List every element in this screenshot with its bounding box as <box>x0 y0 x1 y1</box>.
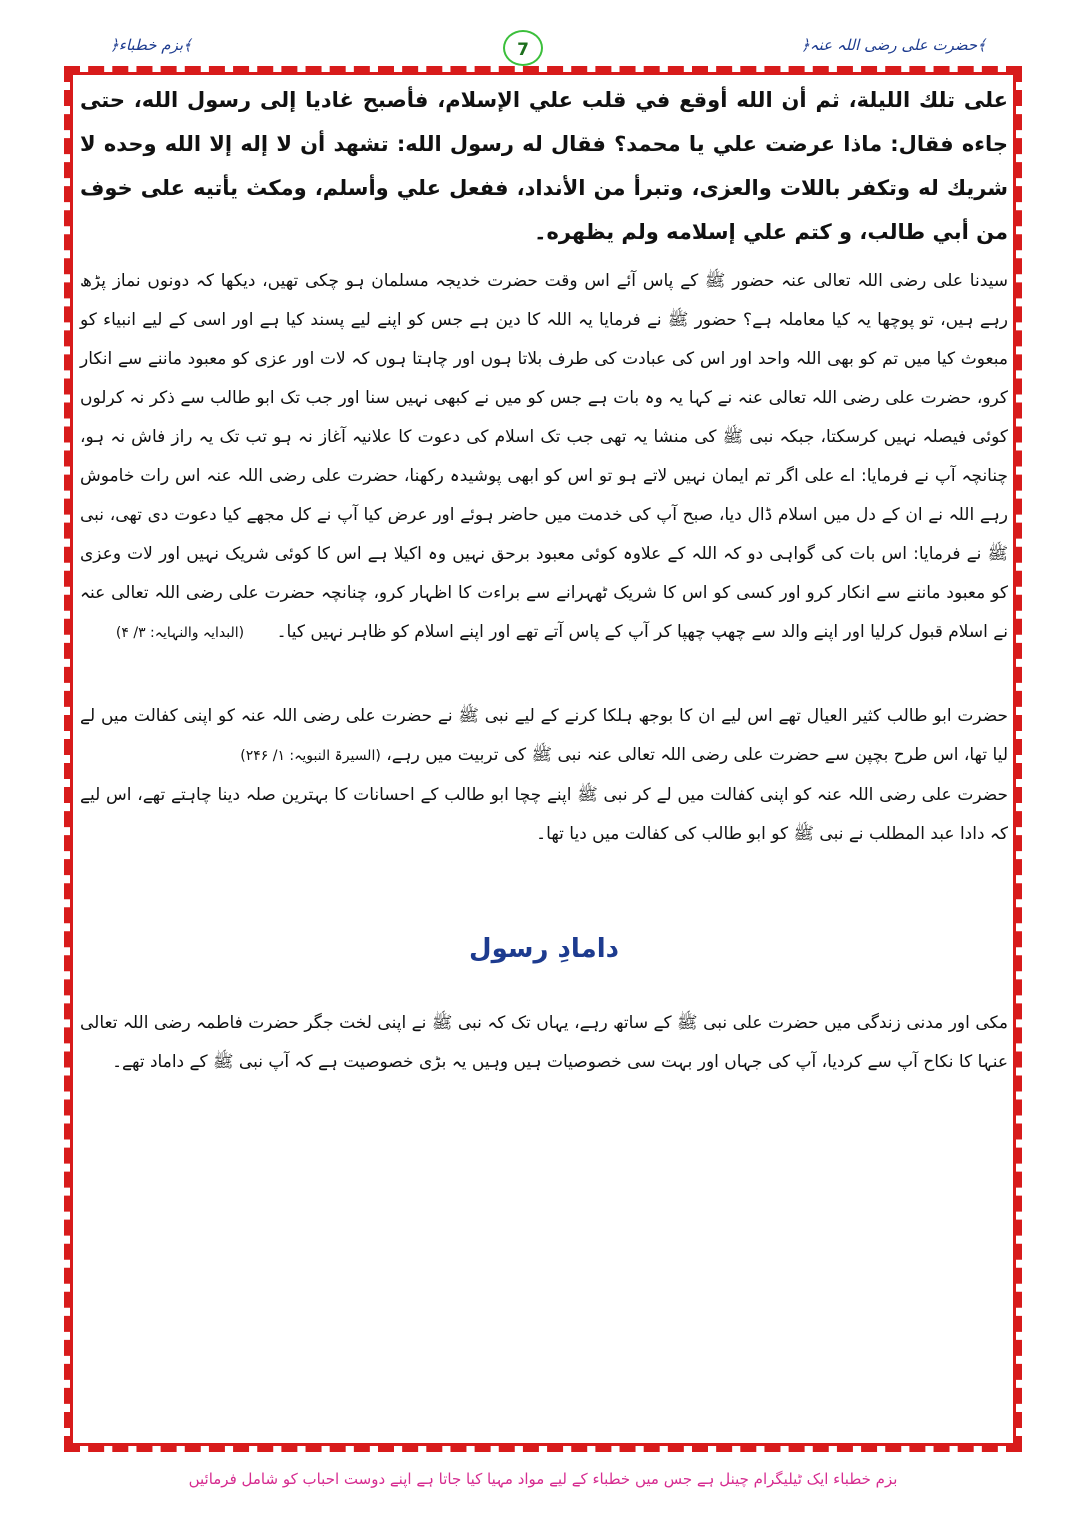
urdu-paragraph-3: حضرت علی رضی اللہ عنہ کو اپنی کفالت میں لے کر نبی ﷺ اپنے چچا ابو طالب کے احسانات کا بہترین صلہ دینا چاہتے تھے، اس لیے کہ دادا عبد المطلب نے نبی ﷺ کو ابو طالب کی کفالت میں دیا تھا۔ <box>80 785 1008 844</box>
footer-note: بزم خطباء ایک ٹیلیگرام چینل ہے جس میں خطباء کے لیے مواد مہیا کیا جاتا ہے اپنے دوست احباب کو شامل فرمائیں <box>188 1470 898 1488</box>
urdu-text-block-2 <box>80 1004 1008 1082</box>
paragraph-gap <box>80 653 1008 697</box>
arabic-text-block <box>80 78 1008 254</box>
urdu-text-block <box>80 262 1008 854</box>
header-left-title: ﴿بزم خطباء﴾ <box>110 36 192 54</box>
arabic-paragraph: علی تلك الليلة، ثم أن الله أوقع في قلب علي الإسلام، فأصبح غاديا إلى رسول الله، حتى جاءه فقال: ماذا عرضت علي يا محمد؟ فقال له رسول الله: تشهد أن لا إله إلا الله وحده لا شريك له وتكفر باللات والعزى، وتبرأ من الأنداد، ففعل علي وأسلم، ومكث يأتيه على خوف من أبي طالب، و كتم علي إسلامه ولم يظهره۔ <box>80 88 1008 244</box>
urdu-paragraph-2-text: حضرت ابو طالب کثیر العیال تھے اس لیے ان کا بوجھ ہلکا کرنے کے لیے نبی ﷺ نے حضرت علی رضی اللہ عنہ کو اپنی کفالت میں لے لیا تھا، اس طرح بچپن سے حضرت علی رضی اللہ تعالی عنہ نبی ﷺ کی تربیت میں رہے، <box>80 706 1008 765</box>
page-header <box>0 30 1086 70</box>
urdu-paragraph-1 <box>80 262 1008 653</box>
page-number: 7 <box>503 30 543 66</box>
urdu-paragraph-4: مکی اور مدنی زندگی میں حضرت علی نبی ﷺ کے ساتھ رہے، یہاں تک کہ نبی ﷺ نے اپنی لخت جگر حضرت فاطمہ رضی اللہ تعالی عنہا کا نکاح آپ سے کردیا، آپ کی جہاں اور بہت سی خصوصیات ہیں وہیں یہ بڑی خصوصیت ہے کہ آپ نبی ﷺ کے داماد تھے۔ <box>80 1013 1008 1072</box>
header-right-title: ﴿حضرت علی رضی اللہ عنہ﴾ <box>800 36 986 54</box>
citation-seerah: (السیرۃ النبویہ: ۱/ ۲۴۶) <box>240 748 381 764</box>
page-content <box>80 78 1008 1082</box>
urdu-paragraph-2 <box>80 697 1008 776</box>
citation-bidaya: (البدایہ والنہایہ: ۳/ ۴) <box>115 625 245 641</box>
urdu-paragraph-1-text: سیدنا علی رضی اللہ تعالی عنہ حضور ﷺ کے پاس آئے اس وقت حضرت خدیجہ مسلمان ہو چکی تھیں، دیکھا کہ دونوں نماز پڑھ رہے ہیں، تو پوچھا یہ کیا معاملہ ہے؟ حضور ﷺ نے فرمایا یہ اللہ کا دین ہے جس کو اپنے لیے پسند کیا ہے اور اسی کے لیے انبیاء کو مبعوث کیا میں تم کو بھی اللہ واحد اور اس کی عبادت کی طرف بلاتا ہوں اور چاہتا ہوں کہ لات اور عزی کو معبود ماننے سے انکار کرو، حضرت علی رضی اللہ تعالی عنہ نے کہا یہ وہ بات ہے جس کو میں نے کبھی نہیں سنا اور جب تک ابو طالب سے ذکر نہ کرلوں کوئی فیصلہ نہیں کرسکتا، جبکہ نبی ﷺ کی منشا یہ تھی جب تک اسلام کی دعوت کا علانیہ آغاز نہ ہو تب تک یہ راز فاش نہ ہو، چنانچہ آپ نے فرمایا: اے علی اگر تم ایمان نہیں لاتے ہو تو اس کو ابھی پوشیدہ رکھنا، حضرت علی رضی اللہ عنہ اس رات خاموش رہے اللہ نے ان کے دل میں اسلام ڈال دیا، صبح آپ کی خدمت میں حاضر ہوئے اور عرض کیا آپ نے کل مجھے کیا دعوت دی تھی، نبی ﷺ نے فرمایا: اس بات کی گواہی دو کہ اللہ کے علاوہ کوئی معبود برحق نہیں وہ اکیلا ہے اس کا کوئی شریک نہیں اور لات وعزی کو معبود ماننے سے انکار کرو اور کسی کو اس کا شریک ٹھہرانے سے براءت کا اظہار کرو، چنانچہ حضرت علی رضی اللہ تعالی عنہ نے اسلام قبول کرلیا اور اپنے والد سے چھپ چھپا کر آپ کے پاس آتے تھے اور اپنے اسلام کو ظاہر نہیں کیا۔ <box>80 271 1008 642</box>
section-title: دامادِ رسول <box>469 934 619 964</box>
